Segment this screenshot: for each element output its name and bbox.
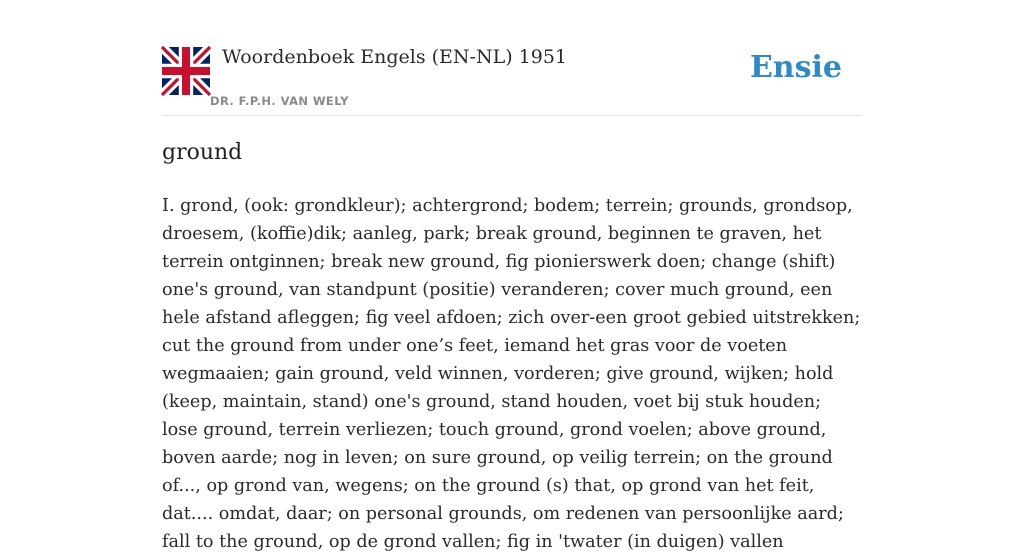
entry-headword: ground [162,140,243,165]
entry-definition: I. grond, (ook: grondkleur); achtergrond; bodem; terrein; grounds, grondsop, droesem, (koffie)dik; aanleg, park; break ground, beginnen te graven, het terrein ontginnen; break new ground, fig pionierswerk doen; change (shift) one's ground, van standpunt (positie) veranderen; cover much ground, een hele afstand afleggen; fig veel afdoen; zich over-een groot gebied uitstrekken; cut the ground from under one’s feet, iemand het gras voor de voeten wegmaaien; gain ground, veld winnen, vorderen; give ground, wijken; hold (keep, maintain, stand) one's ground, stand houden, voet bij stuk houden; lose ground, terrein verliezen; touch ground, grond voelen; above ground, boven aarde; nog in leven; on sure ground, op veilig terrein; on the ground of..., op grond van, wegens; on the ground (s) that, op grond van het feit, dat.... omdat, daar; on personal grounds, om redenen van persoonlijke aard; fall to the ground, op de grond vallen; fig in 'twater (in duigen) vallen [162,196,861,552]
dictionary-title[interactable]: Woordenboek Engels (EN-NL) 1951 [222,46,567,68]
dictionary-header [162,44,862,116]
ensie-logo[interactable]: Ensie [749,50,842,85]
uk-flag-icon [162,47,210,95]
dictionary-author: DR. F.P.H. VAN WELY [210,94,349,108]
